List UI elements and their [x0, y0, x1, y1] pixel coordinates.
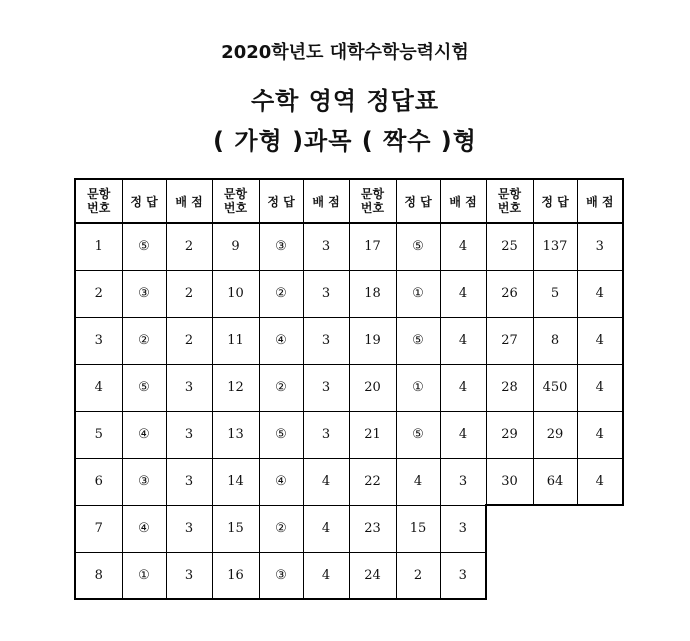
table-row — [75, 223, 623, 270]
question-no-cell: 18 — [349, 270, 396, 317]
answer-cell: ② — [259, 364, 303, 411]
points-cell: 4 — [440, 270, 486, 317]
points-cell: 3 — [303, 270, 349, 317]
question-no-cell: 1 — [75, 223, 122, 270]
answer-cell: ⑤ — [259, 411, 303, 458]
points-cell: 3 — [166, 411, 212, 458]
answer-cell: ④ — [122, 411, 166, 458]
question-no-cell: 10 — [212, 270, 259, 317]
table-row — [75, 411, 623, 458]
question-no-cell: 23 — [349, 505, 396, 552]
answer-cell: 2 — [396, 552, 440, 599]
points-cell: 3 — [440, 505, 486, 552]
points-cell: 3 — [303, 317, 349, 364]
points-cell: 4 — [303, 505, 349, 552]
points-cell: 2 — [166, 317, 212, 364]
header-points: 배 점 — [303, 179, 349, 223]
points-cell: 4 — [577, 411, 623, 458]
answer-cell: ⑤ — [396, 223, 440, 270]
question-no-cell: 20 — [349, 364, 396, 411]
answer-cell: 450 — [533, 364, 577, 411]
points-cell: 4 — [440, 364, 486, 411]
header-answer: 정 답 — [122, 179, 166, 223]
answer-cell: ① — [396, 364, 440, 411]
answer-cell: 137 — [533, 223, 577, 270]
header-points: 배 점 — [166, 179, 212, 223]
question-no-cell: 21 — [349, 411, 396, 458]
question-no-cell: 8 — [75, 552, 122, 599]
points-cell: 4 — [577, 364, 623, 411]
header-answer: 정 답 — [259, 179, 303, 223]
answer-cell: ⑤ — [396, 317, 440, 364]
points-cell: 3 — [303, 223, 349, 270]
answer-cell: ① — [122, 552, 166, 599]
points-cell: 3 — [303, 411, 349, 458]
points-cell: 4 — [440, 411, 486, 458]
points-cell: 4 — [577, 270, 623, 317]
header-answer: 정 답 — [533, 179, 577, 223]
empty-cell — [533, 552, 577, 599]
points-cell: 3 — [303, 364, 349, 411]
answer-cell: 15 — [396, 505, 440, 552]
header-question-no: 문항 번호 — [486, 179, 533, 223]
question-no-cell: 26 — [486, 270, 533, 317]
points-cell: 3 — [577, 223, 623, 270]
answer-cell: 5 — [533, 270, 577, 317]
answer-table — [74, 178, 624, 600]
answer-cell: ③ — [259, 223, 303, 270]
answer-cell: ④ — [122, 505, 166, 552]
question-no-cell: 9 — [212, 223, 259, 270]
points-cell: 3 — [166, 505, 212, 552]
question-no-cell: 22 — [349, 458, 396, 505]
header-question-no: 문항 번호 — [349, 179, 396, 223]
question-no-cell: 28 — [486, 364, 533, 411]
question-no-cell: 29 — [486, 411, 533, 458]
answer-cell: ③ — [122, 270, 166, 317]
points-cell: 2 — [166, 223, 212, 270]
table-row — [75, 505, 623, 552]
answer-cell: ② — [122, 317, 166, 364]
points-cell: 4 — [303, 458, 349, 505]
header-answer: 정 답 — [396, 179, 440, 223]
answer-cell: ② — [259, 270, 303, 317]
answer-cell: ④ — [259, 458, 303, 505]
empty-cell — [533, 505, 577, 552]
question-no-cell: 27 — [486, 317, 533, 364]
question-no-cell: 13 — [212, 411, 259, 458]
exam-title: 2020학년도 대학수학능력시험 — [221, 42, 469, 63]
points-cell: 3 — [166, 552, 212, 599]
question-no-cell: 15 — [212, 505, 259, 552]
header-points: 배 점 — [577, 179, 623, 223]
question-no-cell: 5 — [75, 411, 122, 458]
points-cell: 3 — [166, 364, 212, 411]
points-cell: 4 — [303, 552, 349, 599]
answer-cell: ⑤ — [122, 223, 166, 270]
question-no-cell: 19 — [349, 317, 396, 364]
table-row — [75, 270, 623, 317]
table-row — [75, 458, 623, 505]
question-no-cell: 3 — [75, 317, 122, 364]
empty-cell — [486, 552, 533, 599]
question-no-cell: 14 — [212, 458, 259, 505]
answer-cell: ③ — [122, 458, 166, 505]
header-question-no: 문항 번호 — [212, 179, 259, 223]
answer-cell: 8 — [533, 317, 577, 364]
answer-cell: ① — [396, 270, 440, 317]
question-no-cell: 17 — [349, 223, 396, 270]
table-row — [75, 317, 623, 364]
answer-cell: ③ — [259, 552, 303, 599]
question-no-cell: 11 — [212, 317, 259, 364]
answer-cell: ⑤ — [122, 364, 166, 411]
points-cell: 3 — [440, 458, 486, 505]
header-question-no: 문항 번호 — [75, 179, 122, 223]
subject-title: 수학 영역 정답표 — [251, 87, 439, 115]
table-row — [75, 552, 623, 599]
answer-cell: ⑤ — [396, 411, 440, 458]
answer-cell: ④ — [259, 317, 303, 364]
points-cell: 4 — [577, 458, 623, 505]
points-cell: 3 — [440, 552, 486, 599]
question-no-cell: 25 — [486, 223, 533, 270]
answer-cell: 29 — [533, 411, 577, 458]
type-title: ( 가형 )과목 ( 짝수 )형 — [213, 127, 477, 155]
empty-cell — [577, 552, 623, 599]
points-cell: 4 — [440, 317, 486, 364]
points-cell: 4 — [577, 317, 623, 364]
points-cell: 3 — [166, 458, 212, 505]
question-no-cell: 16 — [212, 552, 259, 599]
question-no-cell: 12 — [212, 364, 259, 411]
answer-cell: 64 — [533, 458, 577, 505]
header-points: 배 점 — [440, 179, 486, 223]
question-no-cell: 7 — [75, 505, 122, 552]
points-cell: 2 — [166, 270, 212, 317]
empty-cell — [577, 505, 623, 552]
question-no-cell: 2 — [75, 270, 122, 317]
table-header-row — [75, 179, 623, 223]
question-no-cell: 24 — [349, 552, 396, 599]
answer-cell: 4 — [396, 458, 440, 505]
question-no-cell: 4 — [75, 364, 122, 411]
question-no-cell: 6 — [75, 458, 122, 505]
points-cell: 4 — [440, 223, 486, 270]
empty-cell — [486, 505, 533, 552]
table-row — [75, 364, 623, 411]
answer-cell: ② — [259, 505, 303, 552]
question-no-cell: 30 — [486, 458, 533, 505]
